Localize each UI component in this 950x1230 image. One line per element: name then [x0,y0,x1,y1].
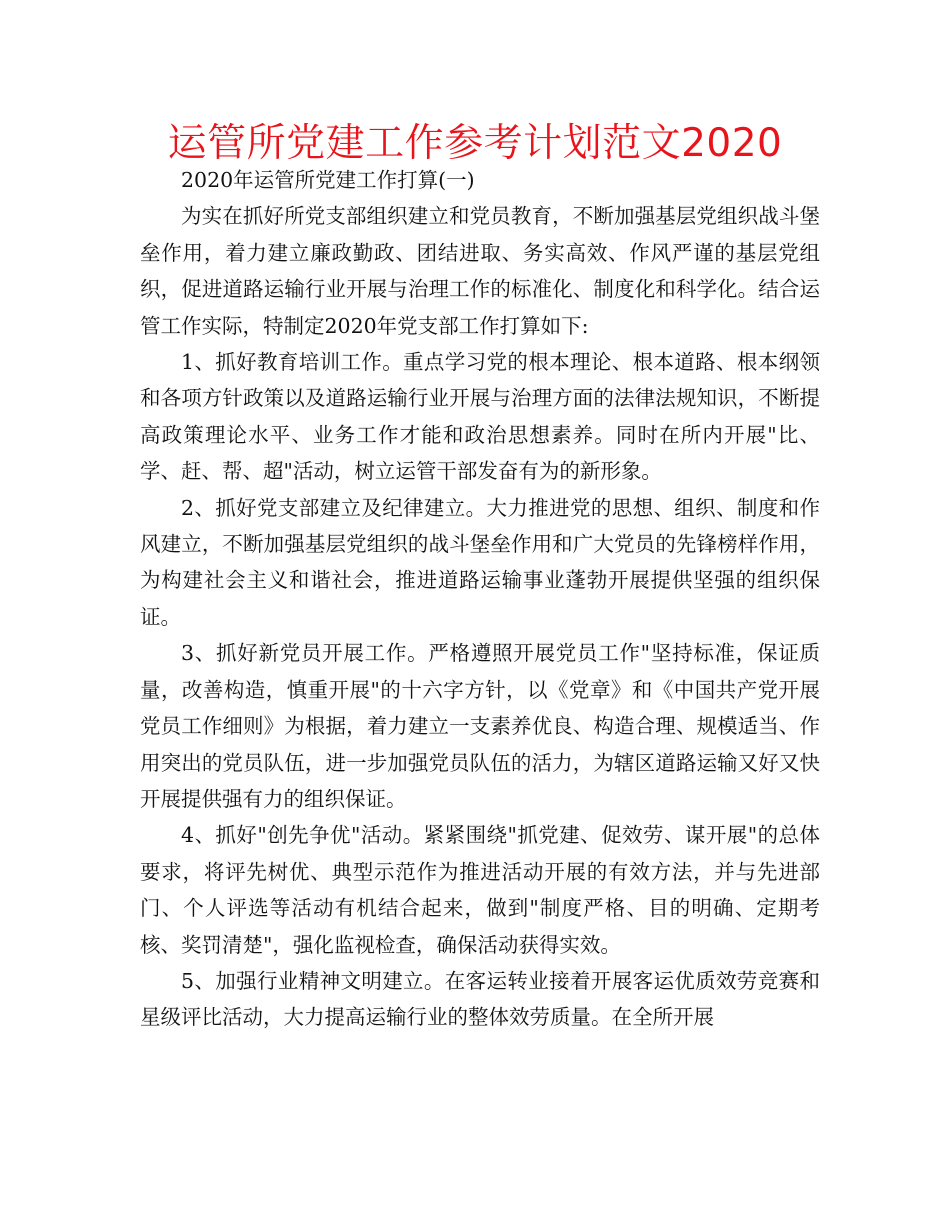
paragraph-item-4: 4、抓好"创先争优"活动。紧紧围绕"抓党建、促效劳、谋开展"的总体要求，将评先树优、典型示范作为推进活动开展的有效方法，并与先进部门、个人评选等活动有机结合起来，做到"制度严格、目的明确、定期考核、奖罚清楚"，强化监视检查，确保活动获得实效。 [140,823,820,957]
paragraph-intro: 为实在抓好所党支部组织建立和党员教育，不断加强基层党组织战斗堡垒作用，着力建立廉政勤政、团结进取、务实高效、作风严谨的基层党组织，促进道路运输行业开展与治理工作的标准化、制度化和科学化。结合运管工作实际，特制定2020年党支部工作打算如下: [140,204,820,338]
document-title: 运管所党建工作参考计划范文2020 [167,121,783,166]
paragraph-item-1: 1、抓好教育培训工作。重点学习党的根本理论、根本道路、根本纲领和各项方针政策以及道路运输行业开展与治理方面的法律法规知识，不断提高政策理论水平、业务工作才能和政治思想素养。同时在所内开展"比、学、赶、帮、超"活动，树立运管干部发奋有为的新形象。 [140,350,820,484]
section-subheading: 2020年运管所党建工作打算(一) [181,168,475,192]
paragraph-item-2: 2、抓好党支部建立及纪律建立。大力推进党的思想、组织、制度和作风建立，不断加强基层党组织的战斗堡垒作用和广大党员的先锋榜样作用，为构建社会主义和谐社会，推进道路运输事业蓬勃开展提供坚强的组织保证。 [140,495,820,629]
paragraph-item-5: 5、加强行业精神文明建立。在客运转业接着开展客运优质效劳竞赛和星级评比活动，大力提高运输行业的整体效劳质量。在全所开展 [140,968,820,1030]
paragraph-item-3: 3、抓好新党员开展工作。严格遵照开展党员工作"坚持标准，保证质量，改善构造，慎重开展"的十六字方针，以《党章》和《中国共产党开展党员工作细则》为根据，着力建立一支素养优良、构造合理、规模适当、作用突出的党员队伍，进一步加强党员队伍的活力，为辖区道路运输又好又快开展提供强有力的组织保证。 [140,641,820,811]
document-body [140,162,820,1036]
